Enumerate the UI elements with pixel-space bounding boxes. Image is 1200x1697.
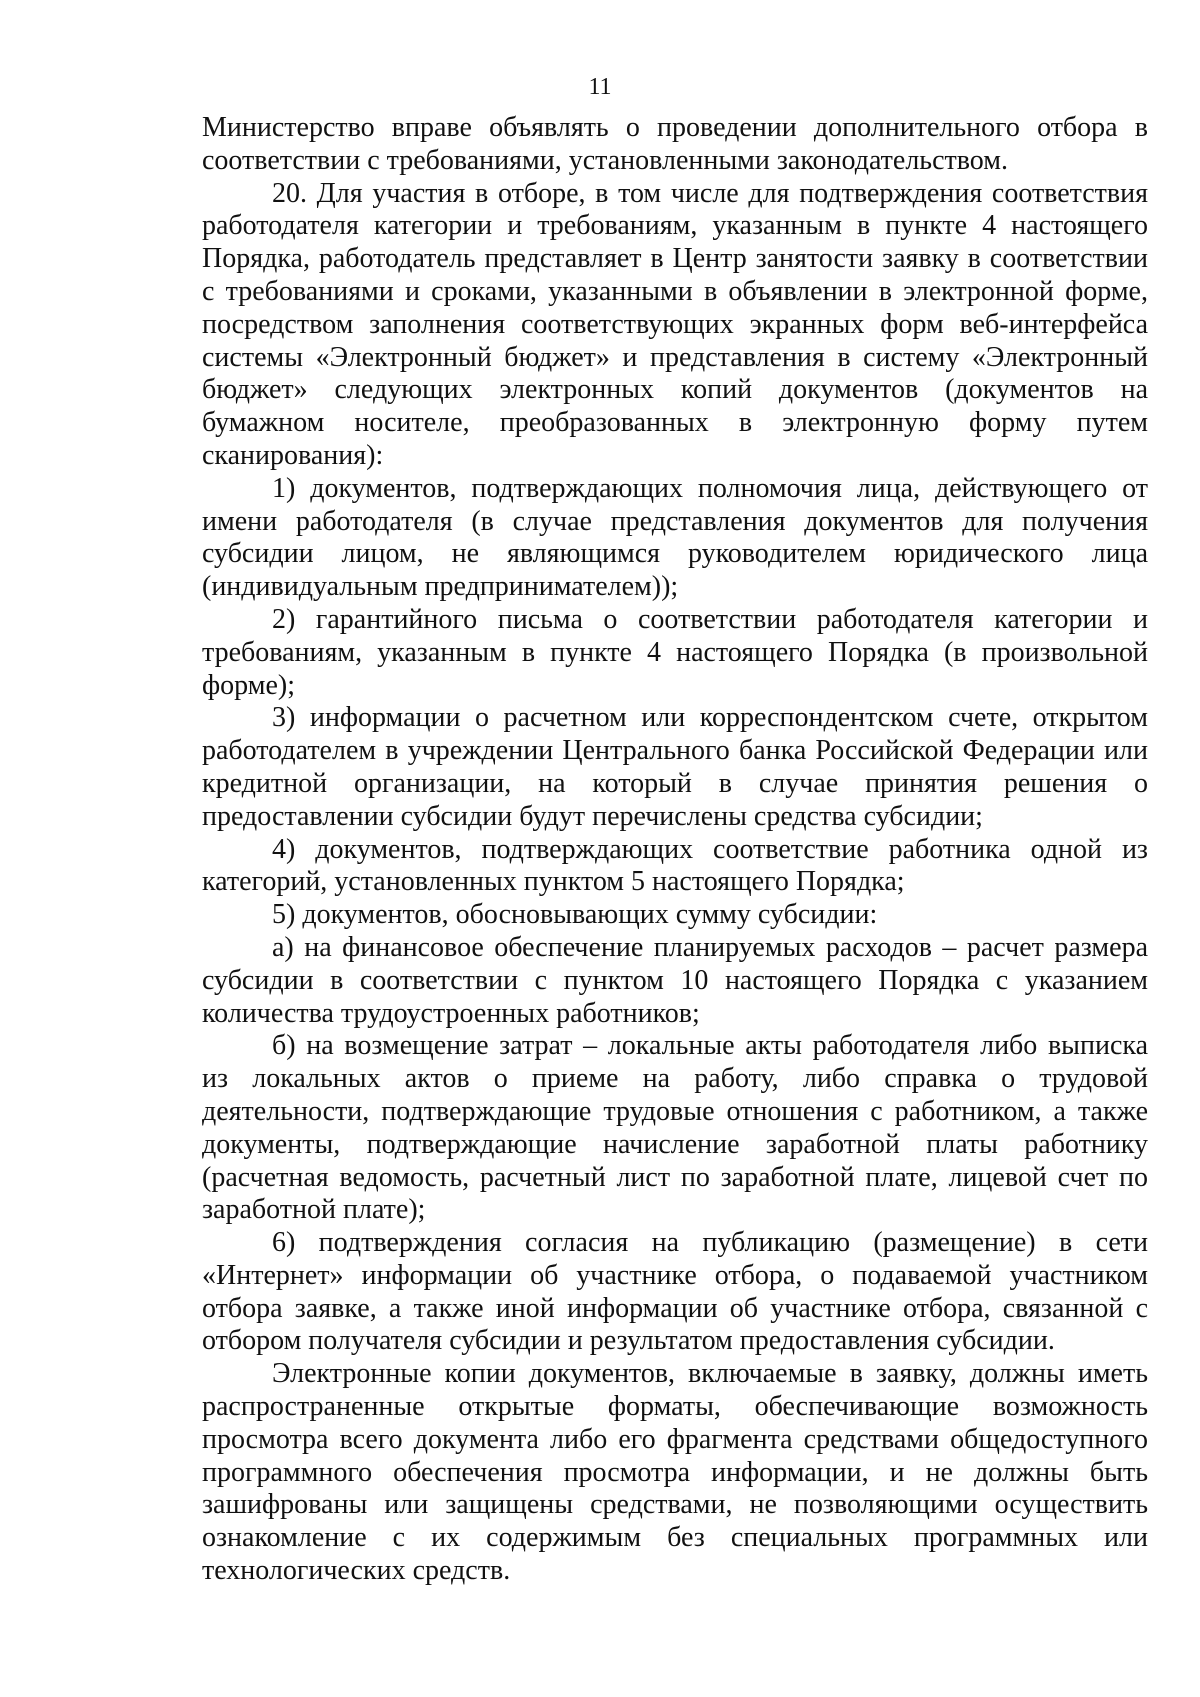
list-item-2: 2) гарантийного письма о соответствии работодателя категории и требованиям, указанным в пункте 4 настоящего Порядка (в произвольной форме); bbox=[202, 603, 1148, 701]
list-item-3: 3) информации о расчетном или корреспондентском счете, открытом работодателем в учреждении Центрального банка Российской Федерации или кредитной организации, на который в случае принятия решения о предоставлении субсидии будут перечислены средства субсидии; bbox=[202, 702, 1148, 832]
list-item-1: 1) документов, подтверждающих полномочия лица, действующего от имени работодателя (в случае представления документов для получения субсидии лицом, не являющимся руководителем юридического лица (индивидуальным предпринимателем)); bbox=[202, 472, 1148, 603]
document-body bbox=[202, 112, 1148, 1588]
list-item-5: 5) документов, обосновывающих сумму субсидии: bbox=[272, 899, 878, 931]
sub-item-a: а) на финансовое обеспечение планируемых расходов – расчет размера субсидии в соответствии с пунктом 10 настоящего Порядка с указанием количества трудоустроенных работников; bbox=[202, 931, 1148, 1029]
list-item-4: 4) документов, подтверждающих соответствие работника одной из категорий, установленных пунктом 5 настоящего Порядка; bbox=[202, 833, 1148, 898]
paragraph-electronic-copies: Электронные копии документов, включаемые в заявку, должны иметь распространенные открытые форматы, обеспечивающие возможность просмотра всего документа либо его фрагмента средствами общедоступного программного обеспечения просмотра информации, и не должны быть зашифрованы или защищены средствами, не позволяющими осуществить ознакомление с их содержимым без специальных программных или технологических средств. bbox=[202, 1358, 1148, 1587]
sub-item-b: б) на возмещение затрат – локальные акты работодателя либо выписка из локальных актов о приеме на работу, либо справка о трудовой деятельности, подтверждающие трудовые отношения с работником, а также документы, подтверждающие начисление заработной платы работнику (расчетная ведомость, расчетный лист по заработной плате, лицевой счет по заработной плате); bbox=[202, 1030, 1148, 1226]
paragraph-continuation: Министерство вправе объявлять о проведении дополнительного отбора в соответствии с требованиями, установленными законодательством. bbox=[202, 112, 1148, 176]
page-number: 11 bbox=[588, 74, 612, 100]
paragraph-item-20: 20. Для участия в отборе, в том числе для подтверждения соответствия работодателя категории и требованиям, указанным в пункте 4 настоящего Порядка, работодатель представляет в Центр занятости заявку в соответствии с требованиями и сроками, указанными в объявлении в электронной форме, посредством заполнения соответствующих экранных форм веб-интерфейса системы «Электронный бюджет» и представления в систему «Электронный бюджет» следующих электронных копий документов (документов на бумажном носителе, преобразованных в электронную форму путем сканирования): bbox=[202, 177, 1148, 471]
list-item-6: 6) подтверждения согласия на публикацию (размещение) в сети «Интернет» информации об участнике отбора, о подаваемой участником отбора заявке, а также иной информации об участнике отбора, связанной с отбором получателя субсидии и результатом предоставления субсидии. bbox=[202, 1227, 1148, 1357]
